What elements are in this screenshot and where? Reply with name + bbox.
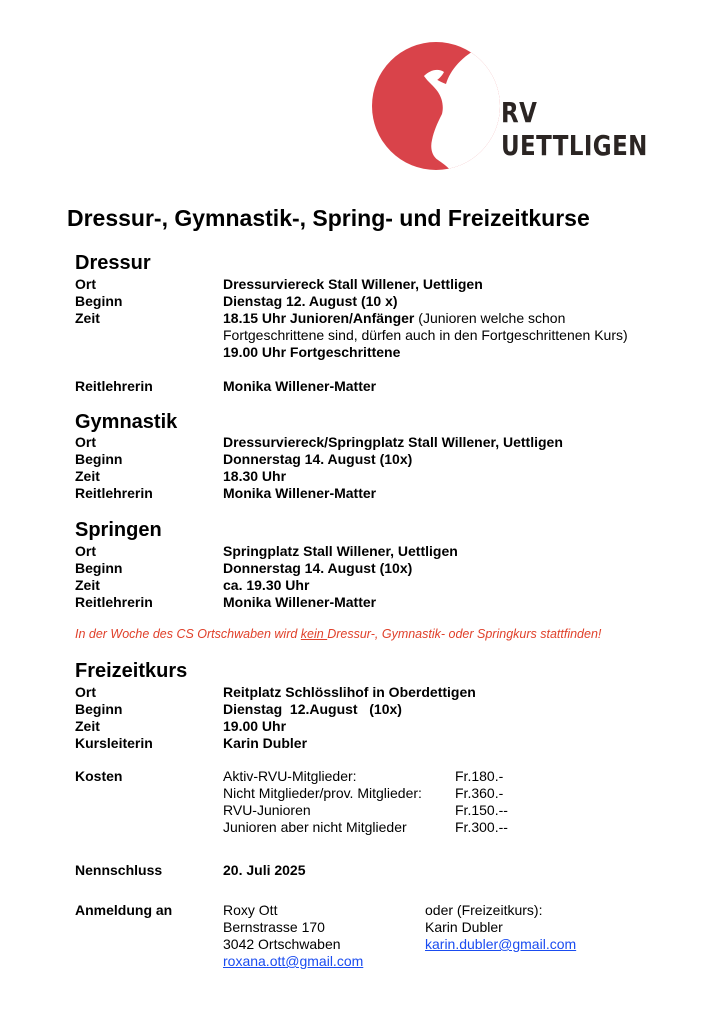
notice-before: In der Woche des CS Ortschwaben wird — [75, 627, 301, 641]
section-heading-springen: Springen — [75, 519, 162, 541]
springen-beginn-label: Beginn — [75, 560, 123, 576]
section-heading-dressur: Dressur — [75, 252, 151, 274]
springen-ort-label: Ort — [75, 543, 96, 559]
kosten-item: RVU-Junioren — [223, 802, 311, 818]
dressur-zeit-line-1 — [223, 310, 565, 326]
kosten-item: Junioren aber nicht Mitglieder — [223, 819, 407, 835]
anmeldung-right-intro: oder (Freizeitkurs): — [425, 902, 543, 918]
brand-name: RV UETTLIGEN — [501, 96, 648, 162]
anmeldung-right-email-link[interactable]: karin.dubler@gmail.com — [425, 936, 577, 952]
section-heading-gymnastik: Gymnastik — [75, 411, 178, 433]
kosten-price: Fr.360.- — [455, 785, 504, 801]
freizeit-zeit: 19.00 Uhr — [223, 718, 287, 734]
gymnastik-beginn: Donnerstag 14. August (10x) — [223, 451, 413, 467]
dressur-zeit-bold: 18.15 Uhr Junioren/Anfänger — [223, 310, 415, 326]
kosten-label: Kosten — [75, 768, 123, 784]
section-heading-freizeitkurs: Freizeitkurs — [75, 660, 188, 682]
dressur-lehrer: Monika Willener-Matter — [223, 378, 377, 394]
dressur-ort-label: Ort — [75, 276, 96, 292]
cancellation-notice — [75, 627, 601, 641]
springen-zeit-label: Zeit — [75, 577, 100, 593]
anmeldung-left-name: Roxy Ott — [223, 902, 278, 918]
nennschluss-label: Nennschluss — [75, 862, 163, 878]
freizeit-beginn: Dienstag 12.August (10x) — [223, 701, 402, 717]
gymnastik-lehrer: Monika Willener-Matter — [223, 485, 377, 501]
anmeldung-left-city: 3042 Ortschwaben — [223, 936, 341, 952]
kosten-item: Aktiv-RVU-Mitglieder: — [223, 768, 357, 784]
dressur-beginn-label: Beginn — [75, 293, 123, 309]
freizeit-ort-label: Ort — [75, 684, 96, 700]
springen-lehrer: Monika Willener-Matter — [223, 594, 377, 610]
dressur-beginn: Dienstag 12. August (10 x) — [223, 293, 398, 309]
gymnastik-beginn-label: Beginn — [75, 451, 123, 467]
springen-lehrer-label: Reitlehrerin — [75, 594, 153, 610]
notice-after: Dressur-, Gymnastik- oder Springkurs stattfinden! — [327, 627, 602, 641]
freizeit-leiter: Karin Dubler — [223, 735, 308, 751]
springen-beginn: Donnerstag 14. August (10x) — [223, 560, 413, 576]
gymnastik-ort: Dressurviereck/Springplatz Stall Willener, Uettligen — [223, 434, 563, 450]
horse-head-logo-icon — [372, 40, 500, 180]
freizeit-zeit-label: Zeit — [75, 718, 100, 734]
notice-underlined: kein — [300, 627, 328, 641]
freizeit-beginn-label: Beginn — [75, 701, 123, 717]
nennschluss-value: 20. Juli 2025 — [223, 862, 306, 878]
dressur-zeit-label: Zeit — [75, 310, 100, 326]
dressur-zeit-note-1: (Junioren welche schon — [414, 310, 566, 326]
gymnastik-zeit-label: Zeit — [75, 468, 100, 484]
anmeldung-right-name: Karin Dubler — [425, 919, 503, 935]
kosten-price: Fr.300.-- — [455, 819, 508, 835]
gymnastik-zeit: 18.30 Uhr — [223, 468, 287, 484]
anmeldung-label: Anmeldung an — [75, 902, 173, 918]
kosten-price: Fr.150.-- — [455, 802, 508, 818]
page-title: Dressur-, Gymnastik-, Spring- und Freizeitkurse — [67, 205, 590, 231]
anmeldung-left-street: Bernstrasse 170 — [223, 919, 325, 935]
kosten-item: Nicht Mitglieder/prov. Mitglieder: — [223, 785, 422, 801]
freizeit-leiter-label: Kursleiterin — [75, 735, 153, 751]
kosten-price: Fr.180.- — [455, 768, 504, 784]
gymnastik-lehrer-label: Reitlehrerin — [75, 485, 153, 501]
anmeldung-left-email-link[interactable]: roxana.ott@gmail.com — [223, 953, 364, 969]
dressur-lehrer-label: Reitlehrerin — [75, 378, 153, 394]
dressur-zeit-note-2: Fortgeschrittene sind, dürfen auch in den Fortgeschrittenen Kurs) — [223, 327, 628, 343]
freizeit-ort: Reitplatz Schlösslihof in Oberdettigen — [223, 684, 476, 700]
dressur-zeit-2: 19.00 Uhr Fortgeschrittene — [223, 344, 401, 360]
springen-zeit: ca. 19.30 Uhr — [223, 577, 310, 593]
springen-ort: Springplatz Stall Willener, Uettligen — [223, 543, 458, 559]
gymnastik-ort-label: Ort — [75, 434, 96, 450]
dressur-ort: Dressurviereck Stall Willener, Uettligen — [223, 276, 483, 292]
